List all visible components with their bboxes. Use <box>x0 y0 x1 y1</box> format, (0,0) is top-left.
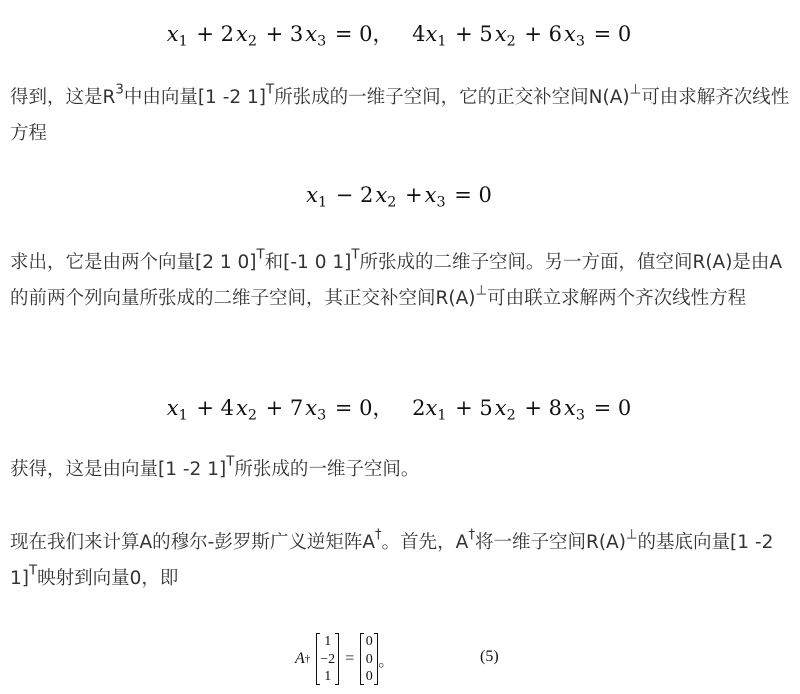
paragraph-2: 求出，它是由两个向量[2 1 0]$^T$和[-1 0 1]$^T$所张成的二维子空间。另一方面，值空间R(A)是由A的前两个列向量所张成的二维子空间，其正交补空间R(A)⊥可由联立求解两个齐次线性方程 <box>10 247 783 309</box>
pseudo-inverse-symbol: A <box>295 650 305 667</box>
paragraph-1: 得到，这是$R^3$中由向量[1 -2 1]$^T$所张成的一维子空间，它的正交补空间N(A)⊥可由求解齐次线性方程 <box>10 82 790 144</box>
equation-1: $x_1 + 2x_2 + 3x_3 = 0$， $4x_1 + 5x_2 + 6x_3 = 0$ <box>166 22 632 50</box>
equation-5: A † 1 −2 1 = 0 0 0 。 <box>295 634 395 684</box>
basis-vector: 1 −2 1 <box>316 633 339 685</box>
paragraph-3: 获得，这是由向量[1 -2 1]$^T$所张成的一维子空间。 <box>10 454 420 480</box>
paragraph-4: 现在我们来计算A的穆尔-彭罗斯广义逆矩阵A†。首先，A†将一维子空间R(A)⊥的基底向量[1 -2 1]$^T$映射到向量0，即 <box>10 527 774 589</box>
zero-vector: 0 0 0 <box>360 633 378 685</box>
equation-2: $x_1 - 2x_2 +x_3 = 0$ <box>306 183 492 211</box>
equation-number: (5) <box>480 648 499 665</box>
equation-3: $x_1 + 4x_2 + 7x_3 = 0$， $2x_1 + 5x_2 + 8x_3 = 0$ <box>166 396 632 424</box>
